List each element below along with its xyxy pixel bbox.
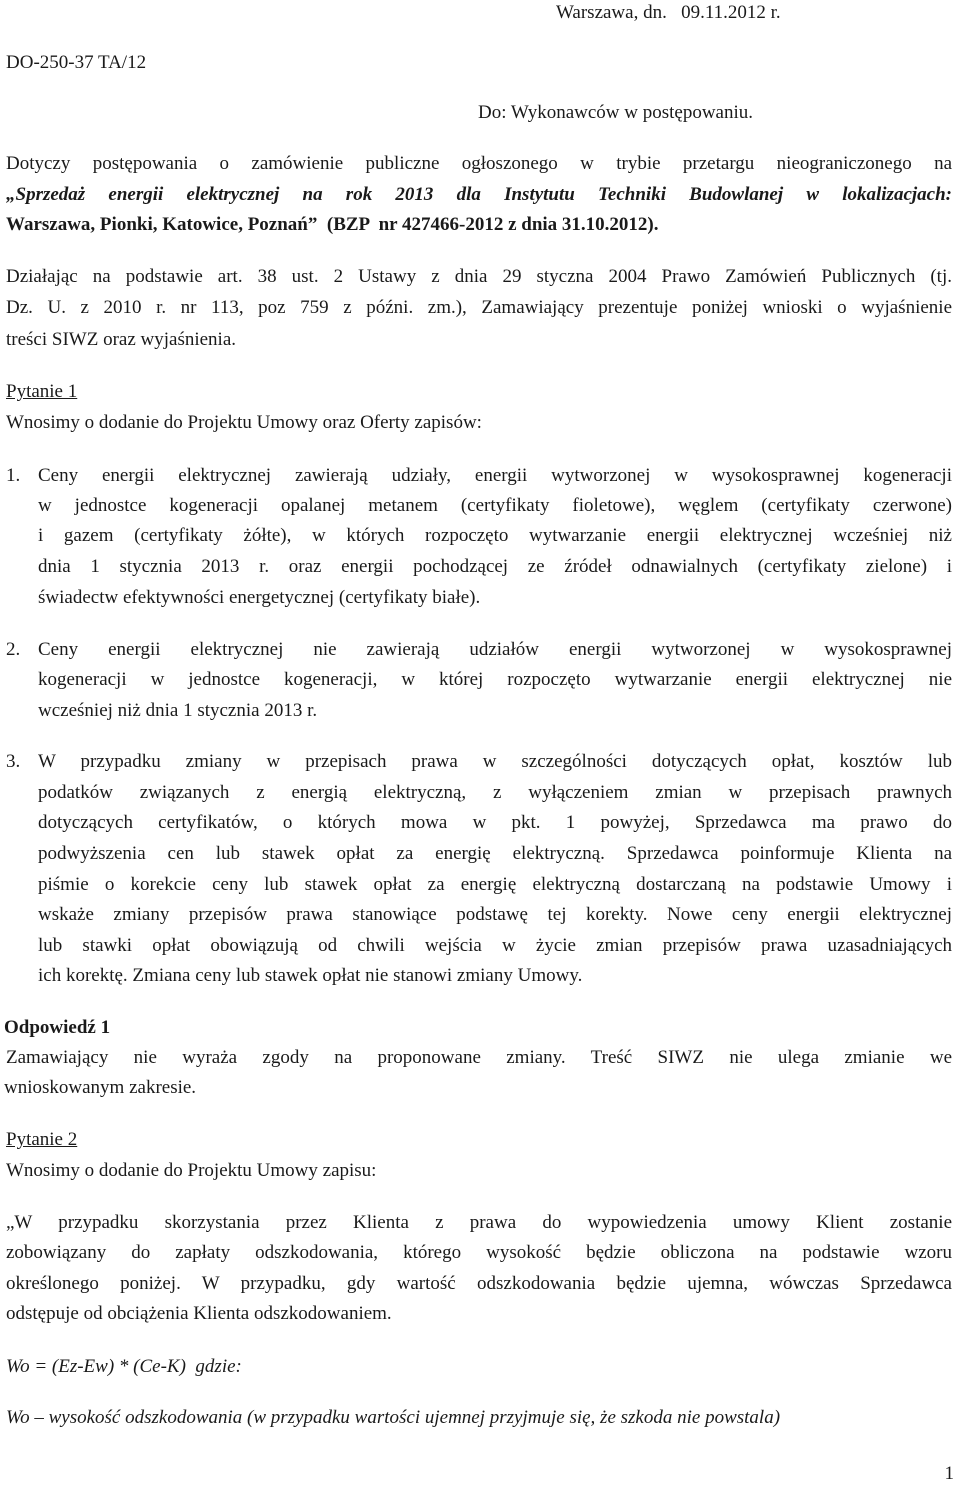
answer-1-heading: Odpowiedź 1 bbox=[4, 1017, 111, 1038]
answer-1-line-1: Zamawiający nie wyraża zgody na proponowane zmiany. Treść SIWZ nie ulega zmianie we bbox=[6, 1047, 952, 1068]
formula-definition: Wo – wysokość odszkodowania (w przypadku wartości ujemnej przyjmuje się, że szkoda nie powstala) bbox=[6, 1407, 781, 1428]
question-1-heading: Pytanie 1 bbox=[6, 381, 78, 402]
item-1-line: w jednostce kogeneracji opalanej metanem (certyfikaty fioletowe), węglem (certyfikaty czerwone) bbox=[38, 495, 952, 516]
item-1-number: 1. bbox=[6, 465, 21, 486]
item-3-line: lub stawki opłat obowiązują od chwili wejścia w życie zmian przepisów prawa uzasadniających bbox=[38, 935, 952, 956]
item-3-line: dotyczących certyfikatów, o których mowa w pkt. 1 powyżej, Sprzedawca ma prawo do bbox=[38, 812, 952, 833]
item-2-number: 2. bbox=[6, 639, 21, 660]
item-3-line: podwyższenia cen lub stawek opłat za energię elektryczną. Sprzedawca poinformuje Klienta na bbox=[38, 843, 952, 864]
subject-line-2: „Sprzedaż energii elektrycznej na rok 2013 dla Instytutu Techniki Budowlanej w lokalizacjach: bbox=[6, 184, 952, 205]
subject-line-3: Warszawa, Pionki, Katowice, Poznań” (BZP nr 427466-2012 z dnia 31.10.2012). bbox=[6, 214, 659, 235]
item-1-line: świadectw efektywności energetycznej (certyfikaty białe). bbox=[38, 587, 481, 608]
intro-line-3: treści SIWZ oraz wyjaśnienia. bbox=[6, 329, 237, 350]
page-number: 1 bbox=[944, 1463, 954, 1484]
question-2-lead: Wnosimy o dodanie do Projektu Umowy zapisu: bbox=[6, 1160, 377, 1181]
item-3-line: piśmie o korekcie ceny lub stawek opłat za energię elektryczną dostarczaną na podstawie Umowy i bbox=[38, 874, 952, 895]
item-2-line: Ceny energii elektrycznej nie zawierają udziałów energii wytworzonej w wysokosprawnej bbox=[38, 639, 952, 660]
quote-line: określonego poniżej. W przypadku, gdy wartość odszkodowania będzie ujemna, wówczas Sprzedawca bbox=[6, 1273, 952, 1294]
subject-line-1: Dotyczy postępowania o zamówienie publiczne ogłoszonego w trybie przetargu nieograniczonego na bbox=[6, 153, 952, 174]
document-reference: DO-250-37 TA/12 bbox=[6, 52, 147, 73]
item-1-line: dnia 1 stycznia 2013 r. oraz energii pochodzącej ze źródeł odnawialnych (certyfikaty zielone) i bbox=[38, 556, 952, 577]
item-3-line: ich korektę. Zmiana ceny lub stawek opłat nie stanowi zmiany Umowy. bbox=[38, 965, 583, 986]
quote-line: „W przypadku skorzystania przez Klienta z prawa do wypowiedzenia umowy Klient zostanie bbox=[6, 1212, 952, 1233]
question-2-heading: Pytanie 2 bbox=[6, 1129, 78, 1150]
item-2-line: wcześniej niż dnia 1 stycznia 2013 r. bbox=[38, 700, 318, 721]
document-date: Warszawa, dn. 09.11.2012 r. bbox=[556, 2, 781, 23]
item-3-number: 3. bbox=[6, 751, 21, 772]
item-3-line: podatków związanych z energią elektryczną, z wyłączeniem zmian w przepisach prawnych bbox=[38, 782, 952, 803]
item-3-line: wskaże zmiany przepisów prawa stanowiące podstawę tej korekty. Nowe ceny energii elektrycznej bbox=[38, 904, 952, 925]
item-1-line: i gazem (certyfikaty żółte), w których rozpoczęto wytwarzanie energii elektrycznej wcześniej niż bbox=[38, 525, 952, 546]
item-3-line: W przypadku zmiany w przepisach prawa w szczególności dotyczących opłat, kosztów lub bbox=[38, 751, 952, 772]
quote-line: odstępuje od obciążenia Klienta odszkodowaniem. bbox=[6, 1303, 392, 1324]
item-2-line: kogeneracji w jednostce kogeneracji, w której rozpoczęto wytwarzanie energii elektrycznej nie bbox=[38, 669, 952, 690]
question-1-lead: Wnosimy o dodanie do Projektu Umowy oraz Oferty zapisów: bbox=[6, 412, 482, 433]
formula: Wo = (Ez-Ew) * (Ce-K) gdzie: bbox=[6, 1356, 242, 1377]
intro-line-2: Dz. U. z 2010 r. nr 113, poz 759 z późni. zm.), Zamawiający prezentuje poniżej wnioski o wyjaśnienie bbox=[6, 297, 952, 318]
document-recipient: Do: Wykonawców w postępowaniu. bbox=[478, 102, 754, 123]
quote-line: zobowiązany do zapłaty odszkodowania, którego wysokość będzie obliczona na podstawie wzoru bbox=[6, 1242, 952, 1263]
answer-1-line-2: wnioskowanym zakresie. bbox=[4, 1077, 197, 1098]
item-1-line: Ceny energii elektrycznej zawierają udziały, energii wytworzonej w wysokosprawnej kogeneracji bbox=[38, 465, 952, 486]
intro-line-1: Działając na podstawie art. 38 ust. 2 Ustawy z dnia 29 styczna 2004 Prawo Zamówień Publicznych (tj. bbox=[6, 266, 952, 287]
